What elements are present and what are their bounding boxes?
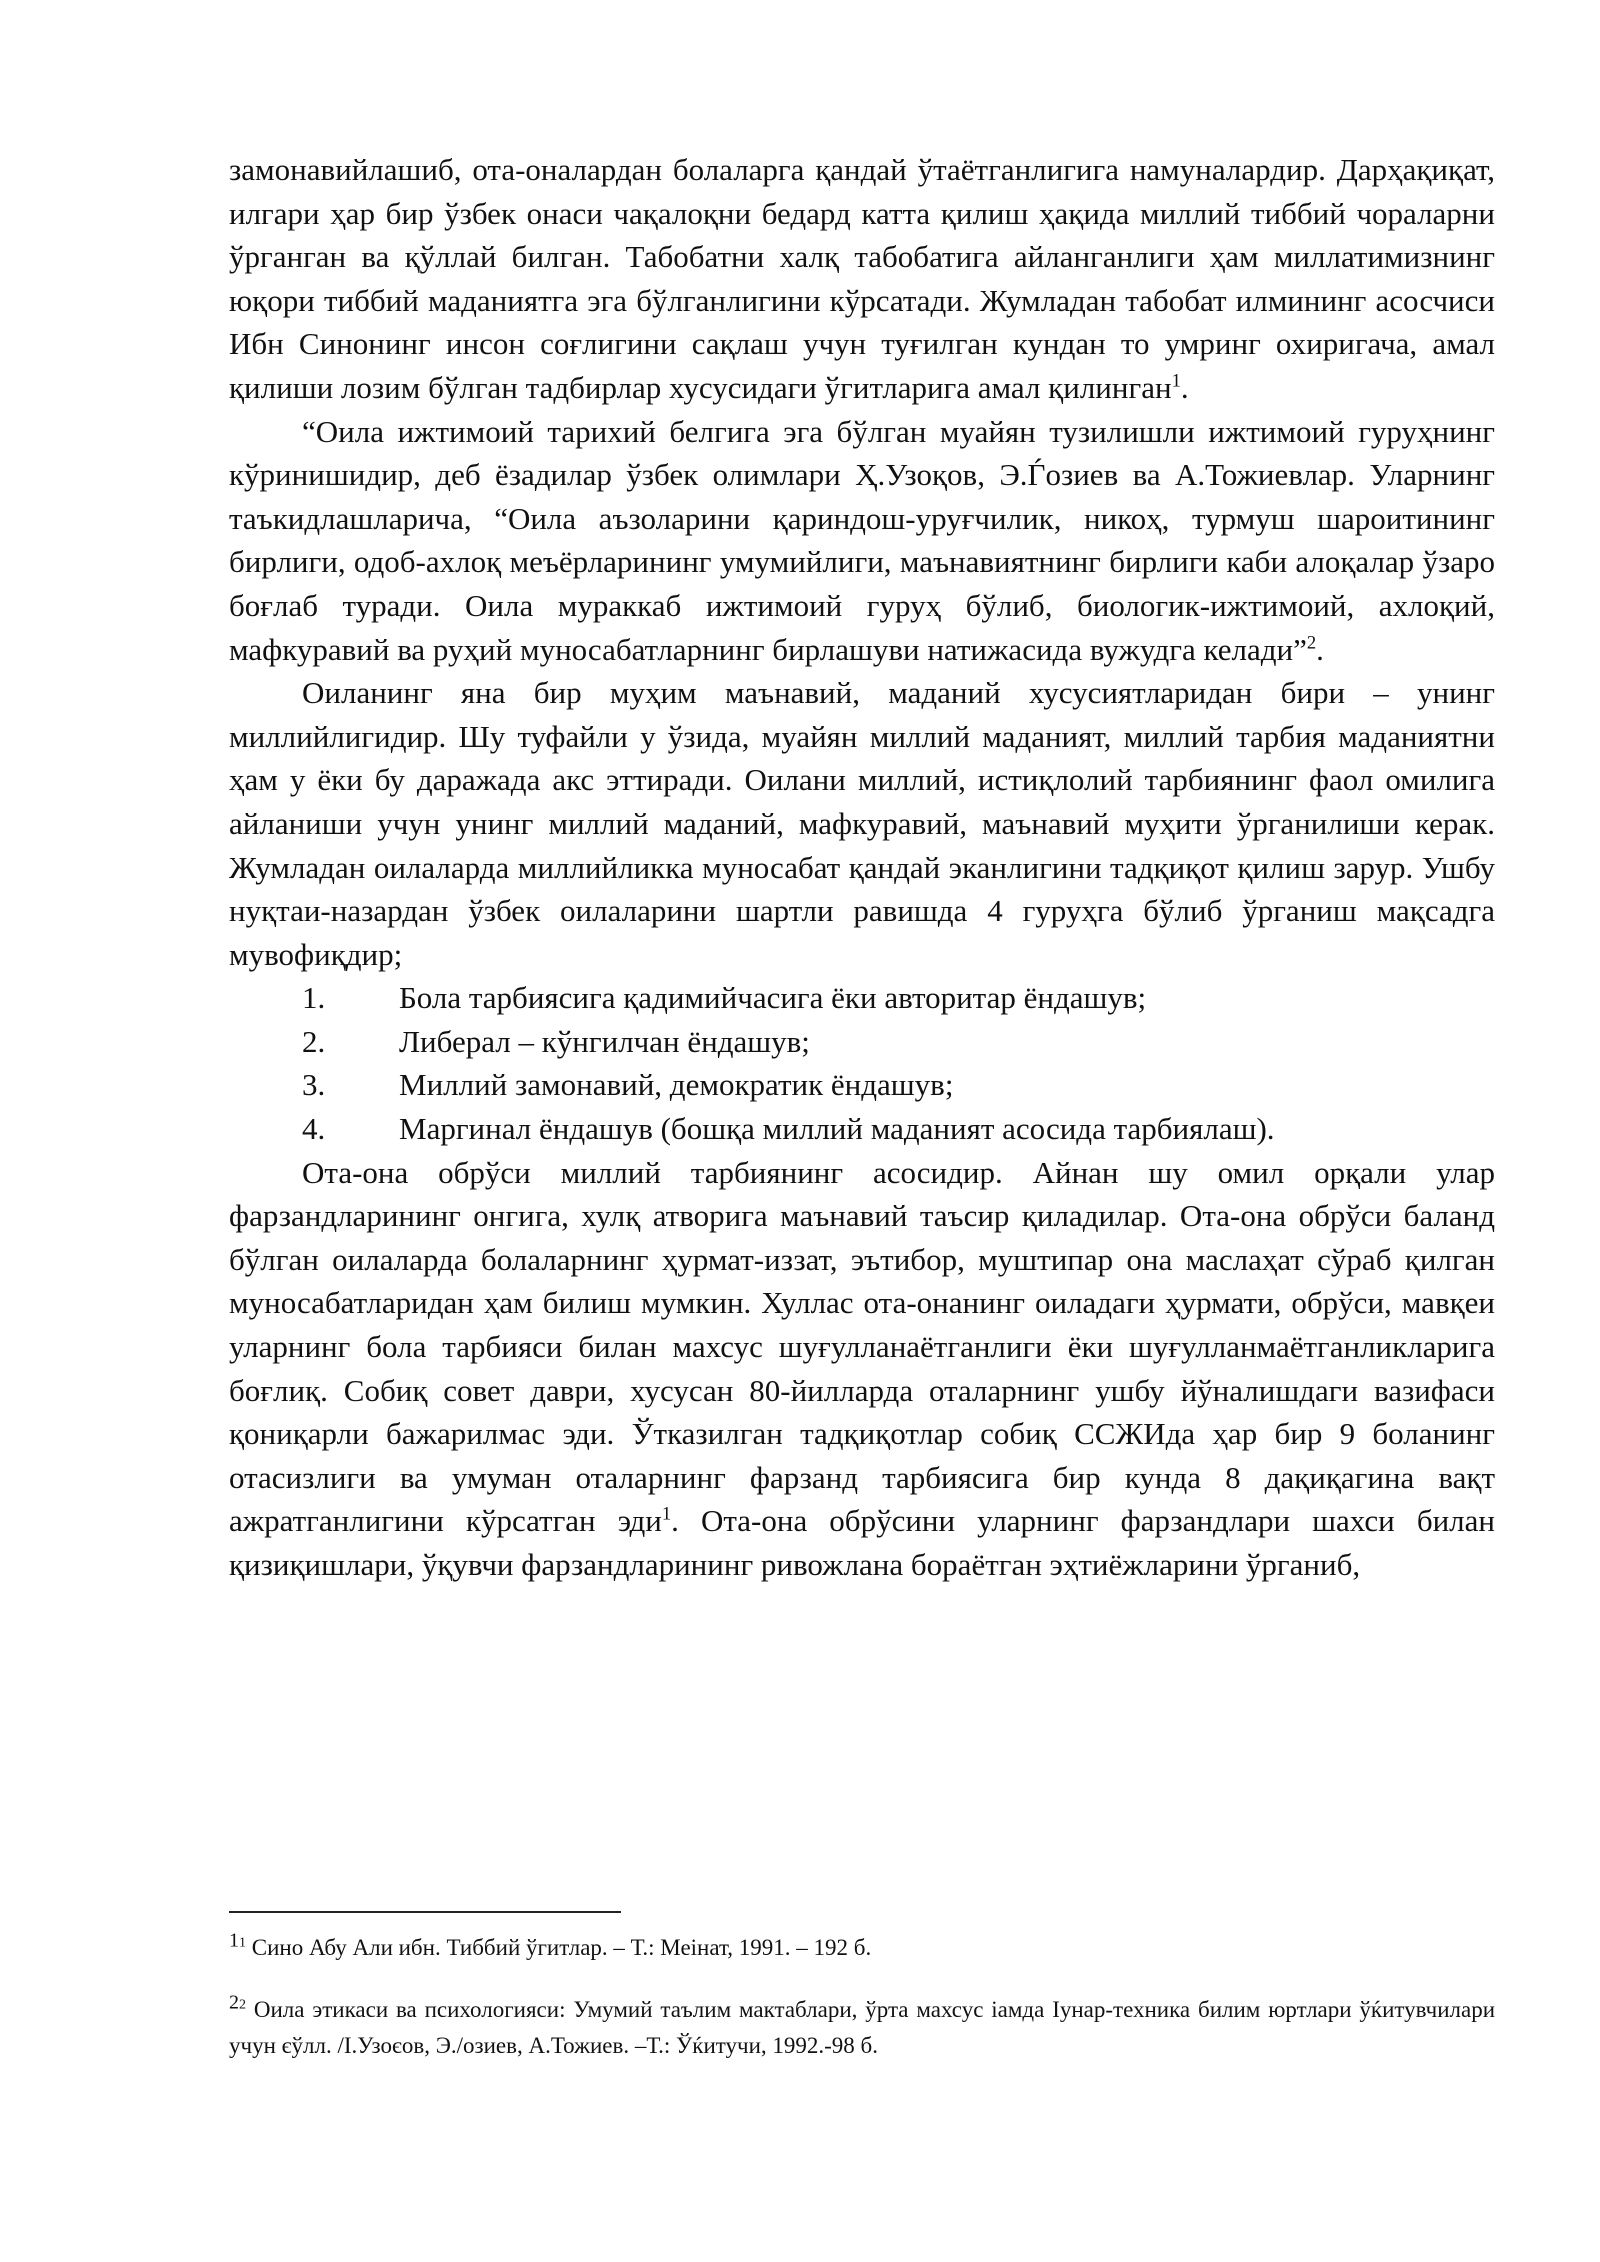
list-item: 2. Либерал – кўнгилчан ёндашув; (302, 1023, 810, 1059)
paragraph-2: “Оила ижтимоий тарихий белгига эга бўлган муайян тузилишли ижтимоий гуруҳнинг кўринишидир, деб ёзадилар ўзбек олимлари Ҳ.Узоқов, Э.Ѓозиев ва А.Тожиевлар. Уларнинг таъкидлашларича, “Оила аъзоларини қариндош-уруғчилик, никоҳ, турмуш шароитининг бирлиги, одоб-ахлоқ меъёрларининг умумийлиги, маънавиятнинг бирлиги каби алоқалар ўзаро боғлаб туради. Оила мураккаб ижтимоий гуруҳ бўлиб, биологик-ижтимоий, ахлоқий, мафкуравий ва руҳий муносабатларнинг бирлашуви натижасида вужудга келади”$^2$. (229, 413, 1495, 667)
footnote-ref[interactable]: 1 (661, 1504, 672, 1526)
list-item: 4. Маргинал ёндашув (бошқа миллий маданият асосида тарбиялаш). (302, 1111, 1275, 1147)
list-item: 1. Бола тарбиясига қадимийчасига ёки авторитар ёндашув; (302, 980, 1147, 1016)
paragraph-4: Ота-она обрўси миллий тарбиянинг асосидир. Айнан шу омил орқали улар фарзандларининг онгига, хулқ атворига маънавий таъсир қиладилар. Ота-она обрўси баланд бўлган оилаларда болаларнинг ҳурмат-иззат, эътибор, муштипар она маслаҳат сўраб қилган муносабатларидан ҳам билиш мумкин. Хуллас ота-онанинг оиладаги ҳурмати, обрўси, мавқеи уларнинг бола тарбияси билан махсус шуғулланаётганлиги ёки шуғулланмаётганликларига боғлиқ. Собиқ совет даври, хусусан 80-йилларда оталарнинг ушбу йўналишдаги вазифаси қониқарли бажарилмас эди. Ўтказилган тадқиқотлар собиқ ССЖИда ҳар бир 9 боланинг отасизлиги ва умуман оталарнинг фарзанд тарбиясига бир кунда 8 дақиқагина вақт ажратганлигини кўрсатган эди$^1$. Ота-она обрўсини уларнинг фарзандлари шахси билан қизиқишлари, ўқувчи фарзандларининг ривожлана бораётган эҳтиёжларини ўрганиб, (229, 1154, 1495, 1582)
paragraph-3: Оиланинг яна бир муҳим маънавий, маданий хусусиятларидан бири – унинг миллийлигидир. Шу туфайли у ўзида, муайян миллий маданият, миллий тарбия маданиятни ҳам у ёки бу даражада акс эттиради. Оилани миллий, истиқлолий тарбиянинг фаол омилига айланиши учун унинг миллий маданий, мафкуравий, маънавий муҳити ўрганилиши керак. Жумладан оилаларда миллийликка муносабат қандай эканлигини тадқиқот қилиш зарур. Ушбу нуқтаи-назардан ўзбек оилаларини шартли равишда 4 гуруҳга бўлиб ўрганиш мақсадга мувофиқдир; (229, 675, 1495, 972)
paragraph-1: замонавийлашиб, ота-оналардан болаларга қандай ўтаётганлигига намуналардир. Дарҳақиқат, илгари ҳар бир ўзбек онаси чақалоқни бедард катта қилиш ҳақида миллий тиббий чораларни ўрганган ва қўллай билган. Табобатни халқ табобатига айланганлиги ҳам миллатимизнинг юқори тиббий маданиятга эга бўлганлигини кўрсатади. Жумладан табобат илмининг асосчиси Ибн Синонинг инсон соғлигини сақлаш учун туғилган кундан то умринг охиригача, амал қилиши лозим бўлган тадбирлар хусусидаги ўгитларига амал қилинган$^1$. (229, 152, 1495, 405)
footnote-ref[interactable]: 1 (1171, 370, 1181, 392)
approach-list (229, 976, 1495, 1150)
footnote-2: 2$^2$ Оила этикаси ва психологияси: Умумий таълим мактаблари, ўрта махсус iамда Iунар-техника билим юртлари ўќитувчилари учун єўлл. /I.Узоєов, Э./озиев, А.Тожиев. –Т.: Ўќитучи, 1992.-98 б. (229, 1991, 1496, 2058)
list-item: 3. Миллий замонавий, демократик ёндашув; (302, 1067, 954, 1103)
footnote-ref[interactable]: 2 (1306, 632, 1317, 654)
footnote-1: 1$^1$ Сино Абу Али ибн. Тиббий ўгитлар. – Т.: Меiнат, 1991. – 192 б. (229, 1929, 872, 1960)
document-body (229, 148, 1495, 1587)
footnote-separator (229, 1911, 621, 1913)
footnotes (229, 1930, 1495, 2064)
